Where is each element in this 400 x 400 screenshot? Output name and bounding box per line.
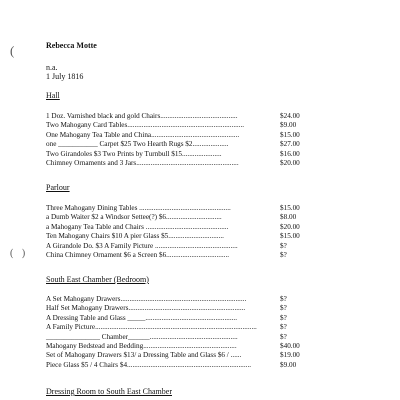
document-title: Rebecca Motte (46, 41, 97, 50)
list-item (46, 140, 308, 149)
item-price: $? (280, 332, 287, 341)
list-item (46, 361, 308, 370)
section-heading-dressing-room: Dressing Room to South East Chamber (46, 387, 172, 396)
item-description: Two Girandoles $3 Two Prints by Turnbull $15...................... (46, 149, 222, 158)
item-description: Three Mahogany Dining Tables ................................................... (46, 204, 231, 212)
item-price: $15.00 (280, 204, 300, 212)
list-item (46, 213, 308, 222)
item-price: $? (280, 295, 287, 303)
item-price: $15.00 (280, 232, 300, 241)
item-price: $20.00 (280, 222, 300, 231)
list-item (46, 131, 308, 140)
item-description: A Family Picture.......................................................................................... (46, 323, 257, 332)
date-note: n.a. (46, 63, 58, 72)
item-description: Mahogany Bedstead and Bedding.................................................... (46, 341, 237, 350)
list-item (46, 351, 308, 360)
list-item (46, 242, 308, 251)
list-item (46, 295, 308, 304)
list-item (46, 333, 308, 342)
item-price: $27.00 (280, 140, 300, 149)
item-price: $19.00 (280, 351, 300, 360)
list-item (46, 159, 308, 168)
item-description: a Dumb Waiter $2 a Windsor Settee(?) $6............................... (46, 213, 222, 222)
item-description: 1 Doz. Varnished black and gold Chairs........................................... (46, 112, 238, 120)
list-item (46, 314, 308, 323)
item-description: Half Set Mahogany Drawers................................................................. (46, 304, 246, 313)
section-items-south-east-chamber (46, 295, 308, 370)
list-item (46, 150, 308, 159)
item-price: $40.00 (280, 341, 300, 350)
item-description: A Dressing Table and Glass _____................................................... (46, 313, 238, 322)
list-item (46, 251, 308, 260)
list-item (46, 121, 308, 130)
item-description: Two Mahogany Card Tables................................................................. (46, 121, 245, 130)
item-price: $9.00 (280, 121, 297, 130)
list-item (46, 112, 308, 121)
item-price: $? (280, 313, 287, 322)
section-heading-south-east-chamber: South East Chamber (Bedroom) (46, 275, 149, 284)
margin-mark-top: ( (10, 43, 15, 58)
list-item (46, 232, 308, 241)
margin-mark-middle: ( ) (10, 248, 29, 259)
item-description: one ___________ Carpet $25 Two Hearth Rugs $2.................... (46, 140, 229, 149)
list-item (46, 342, 308, 351)
list-item (46, 304, 308, 313)
item-description: a Mahogany Tea Table and Chairs .............................................. (46, 222, 229, 231)
list-item (46, 204, 308, 213)
document-date: 1 July 1816 (46, 72, 84, 81)
item-price: $16.00 (280, 149, 300, 158)
item-description: China Chimney Ornament $6 a Screen $6................................... (46, 250, 230, 259)
list-item (46, 323, 308, 332)
section-items-hall (46, 112, 308, 168)
section-heading-parlour: Parlour (46, 183, 70, 192)
list-item (46, 223, 308, 232)
section-items-parlour (46, 204, 308, 260)
item-description: _______________ Chamber______................................................. (46, 332, 238, 341)
item-description: Ten Mahogany Chairs $10 A pier Glass $5............................... (46, 232, 224, 241)
section-heading-hall: Hall (46, 91, 60, 100)
item-description: A Girandole Do. $3 A Family Picture .............................................. (46, 241, 238, 250)
item-price: $9.00 (280, 360, 297, 369)
item-price: $24.00 (280, 112, 300, 120)
item-price: $? (280, 250, 287, 259)
item-price: $20.00 (280, 158, 300, 167)
item-description: Piece Glass $5 / 4 Chairs $4..................................................................... (46, 360, 252, 369)
item-price: $? (280, 241, 287, 250)
item-price: $? (280, 304, 287, 313)
item-description: Chimney Ornaments and 3 Jars......................................................... (46, 158, 239, 167)
item-price: $15.00 (280, 130, 300, 139)
item-description: A Set Mahogany Drawers...................................................................... (46, 295, 247, 303)
item-price: $8.00 (280, 213, 297, 222)
item-price: $? (280, 323, 287, 332)
item-description: One Mahogany Tea Table and China................................................. (46, 130, 240, 139)
item-description: Set of Mahogany Drawers $13/ a Dressing Table and Glass $6 / ...... (46, 351, 242, 360)
